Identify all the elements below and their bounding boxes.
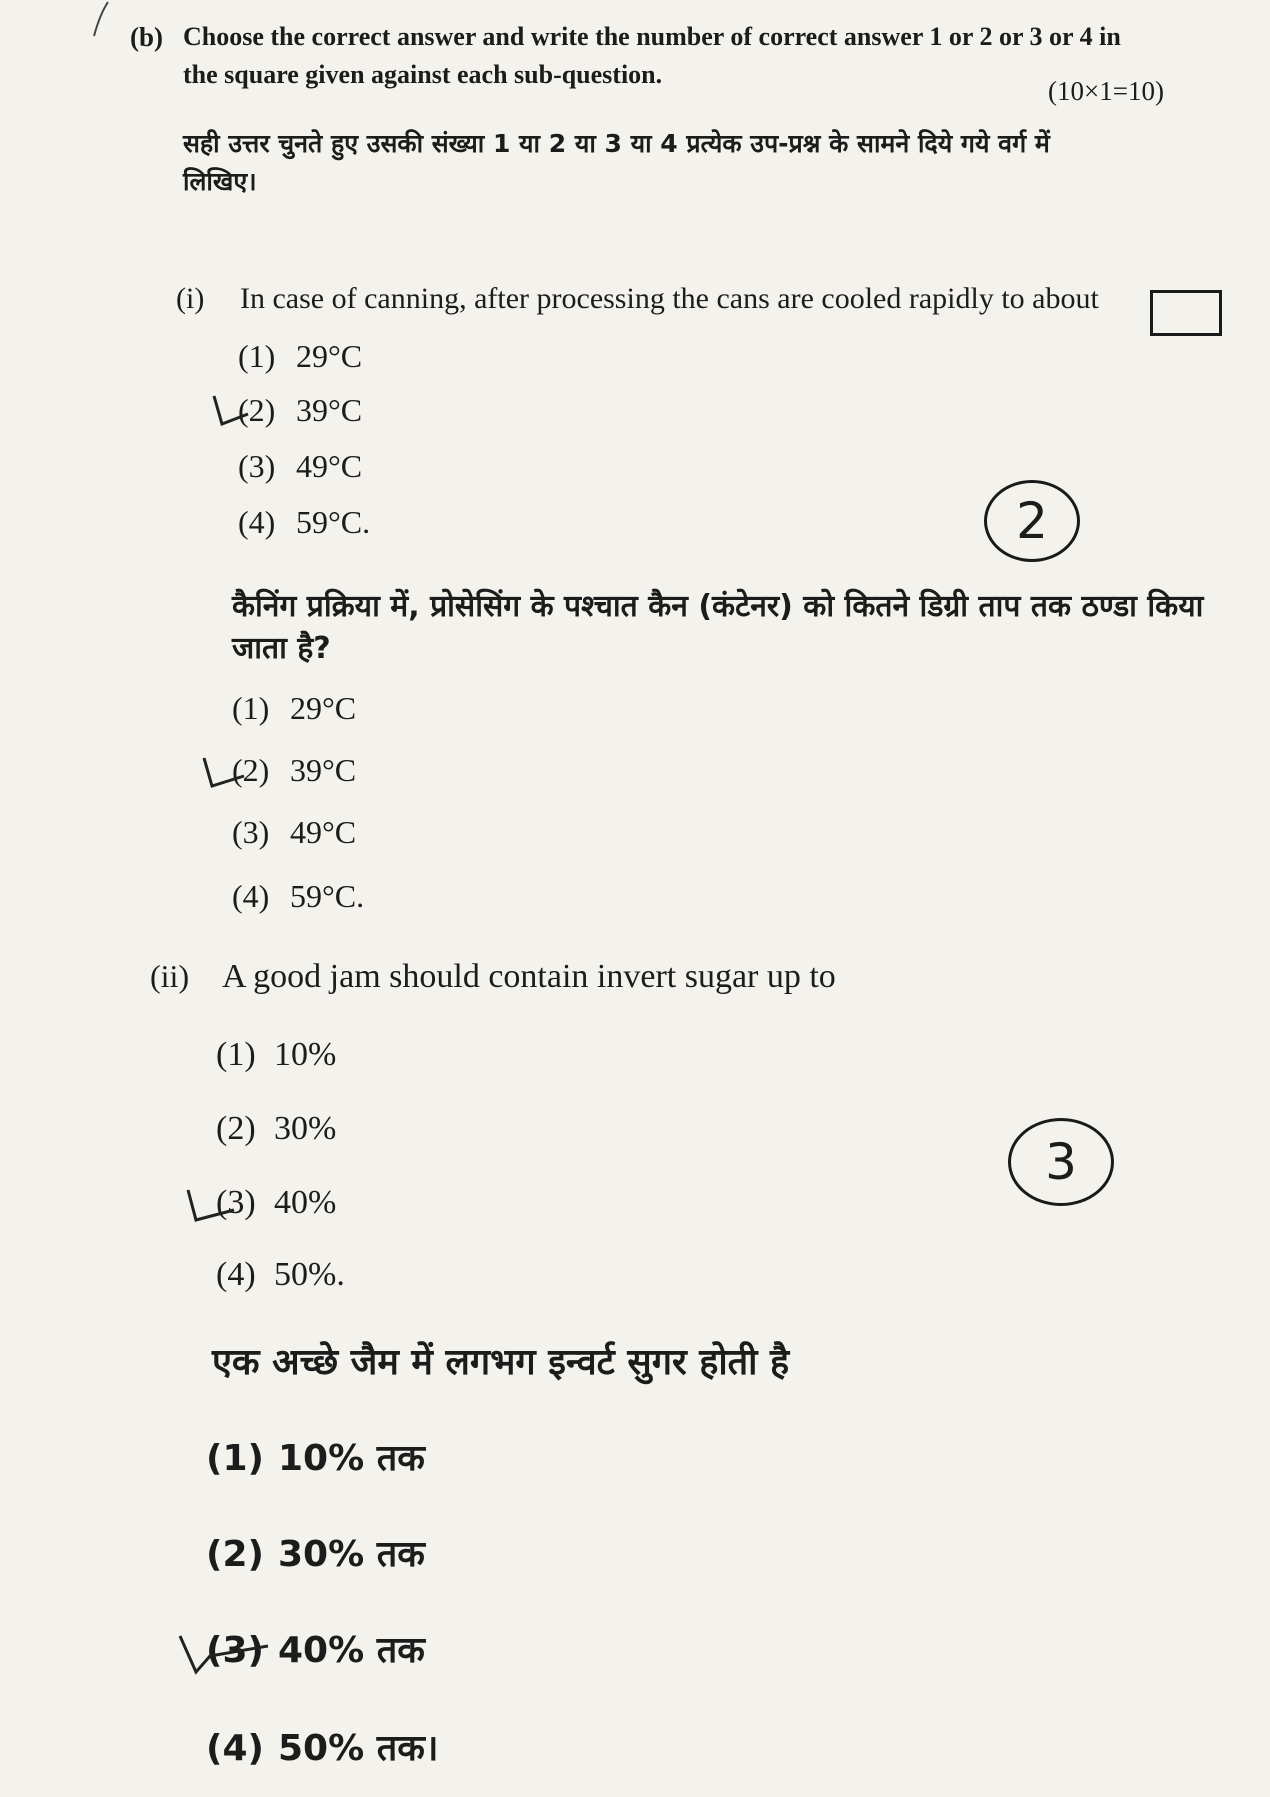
option-text: 59°C. [290, 878, 365, 914]
option-text: 39°C [296, 392, 363, 428]
question-i-text-english: In case of canning, after processing the cans are cooled rapidly to about [240, 282, 1099, 315]
option-number: (4) [206, 1728, 264, 1769]
checkmark-icon [200, 754, 246, 790]
checkmark-icon [210, 392, 250, 428]
option-number: (1) [232, 690, 270, 726]
option-text: 40% [274, 1184, 337, 1221]
question-number-i: (i) [176, 282, 205, 315]
q2-en-option-2 [216, 1110, 336, 1148]
option-number: (1) [216, 1036, 256, 1073]
question-ii-text-hindi: एक अच्छे जैम में लगभग इन्वर्ट सुगर होती है [212, 1342, 790, 1383]
option-number: (2) [216, 1110, 256, 1147]
option-number: (4) [238, 504, 276, 540]
option-number: (1) [238, 338, 276, 374]
question-i-text-hindi-line2: जाता है? [232, 631, 331, 666]
option-text: 10% [274, 1036, 337, 1073]
option-text: 59°C. [296, 504, 371, 540]
q1-hi-option-2 [232, 752, 356, 789]
q2-en-option-4 [216, 1256, 345, 1294]
q2-en-option-1 [216, 1036, 336, 1074]
instruction-english-line1: Choose the correct answer and write the number of correct answer 1 or 2 or 3 or 4 in [183, 22, 1121, 51]
answer-mark-q2: 3 [1008, 1118, 1114, 1206]
checkmark-icon [176, 1630, 272, 1676]
question-ii-text-english: A good jam should contain invert sugar up to [222, 958, 836, 995]
option-number: (4) [232, 878, 270, 914]
q1-en-option-2 [238, 392, 362, 429]
answer-mark-q1: 2 [984, 480, 1080, 562]
option-text: 30% तक [278, 1534, 425, 1575]
margin-stroke [86, 0, 116, 40]
option-text: 49°C [296, 448, 363, 484]
option-text: 49°C [290, 814, 357, 850]
option-text: 10% तक [278, 1438, 425, 1479]
question-number-ii: (ii) [150, 958, 190, 994]
option-number: (3) [238, 448, 276, 484]
option-number: (3) [206, 1630, 264, 1671]
q1-hi-option-1 [232, 690, 356, 727]
option-text: 40% तक [278, 1630, 425, 1671]
q1-hi-option-4 [232, 878, 364, 915]
option-number: (3) [216, 1184, 256, 1221]
option-text: 50% तक। [278, 1728, 439, 1769]
question-i-text-hindi-line1: कैनिंग प्रक्रिया में, प्रोसेसिंग के पश्चात कैन (कंटेनर) को कितने डिग्री ताप तक ठण्डा किया [232, 589, 1204, 624]
option-text: 29°C [296, 338, 363, 374]
instruction-hindi-line2: लिखिए। [183, 167, 257, 196]
option-text: 39°C [290, 752, 357, 788]
q2-hi-option-1 [206, 1432, 425, 1481]
option-text: 29°C [290, 690, 357, 726]
q1-hi-option-3 [232, 814, 356, 851]
checkmark-icon [184, 1186, 236, 1224]
q1-en-option-4 [238, 504, 370, 541]
option-text: 50%. [274, 1256, 345, 1293]
option-number: (3) [232, 814, 270, 850]
q1-en-option-1 [238, 338, 362, 375]
option-text: 30% [274, 1110, 337, 1147]
q2-hi-option-2 [206, 1528, 425, 1577]
q2-hi-option-4 [206, 1722, 439, 1771]
option-number: (1) [206, 1438, 264, 1479]
option-number: (2) [238, 392, 276, 428]
option-number: (2) [206, 1534, 264, 1575]
q1-en-option-3 [238, 448, 362, 485]
option-number: (4) [216, 1256, 256, 1293]
instruction-english-line2: the square given against each sub-question. [183, 60, 663, 89]
section-label: (b) [130, 22, 163, 52]
instruction-hindi-line1: सही उत्तर चुनते हुए उसकी संख्या 1 या 2 या 3 या 4 प्रत्येक उप-प्रश्न के सामने दिये गये वर्ग में [183, 129, 1050, 158]
marks-allocation: (10×1=10) [1048, 76, 1164, 106]
answer-box-q1[interactable] [1150, 290, 1222, 336]
option-number: (2) [232, 752, 270, 788]
